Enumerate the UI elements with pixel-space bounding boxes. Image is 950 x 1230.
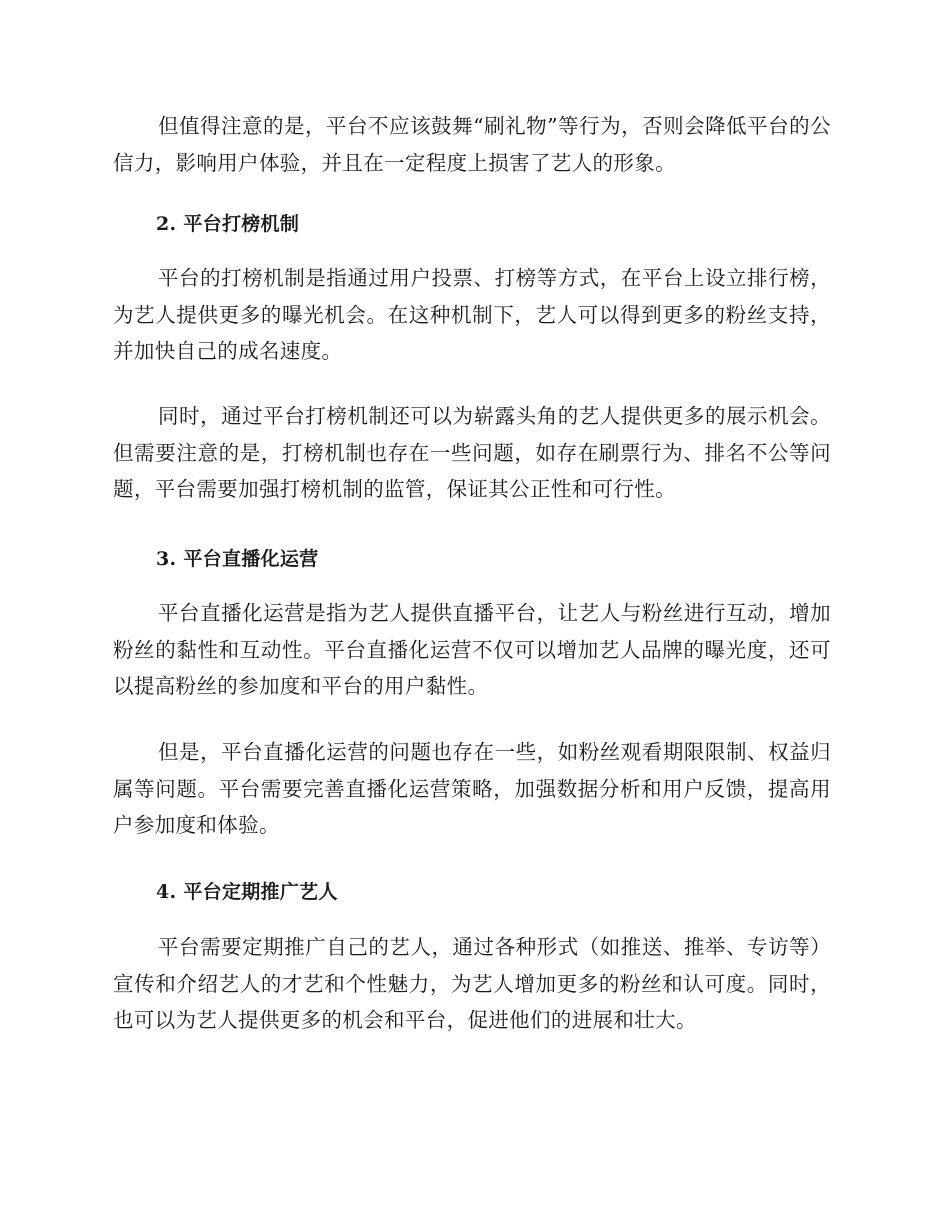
paragraph-livestream-definition: 平台直播化运营是指为艺人提供直播平台，让艺人与粉丝进行互动，增加粉丝的黏性和互动性。平台直播化运营不仅可以增加艺人品牌的曝光度，还可以提高粉丝的参加度和平台的用户黏性。 xyxy=(113,601,831,699)
section-heading-livestream: 3. 平台直播化运营 xyxy=(156,548,319,570)
paragraph-ranking-issues: 同时，通过平台打榜机制还可以为崭露头角的艺人提供更多的展示机会。但需要注意的是，打榜机制也存在一些问题，如存在刷票行为、排名不公等问题，平台需要加强打榜机制的监管，保证其公正性和可行性。 xyxy=(113,404,831,502)
paragraph-gift-caution: 但值得注意的是，平台不应该鼓舞“刷礼物”等行为，否则会降低平台的公信力，影响用户体验，并且在一定程度上损害了艺人的形象。 xyxy=(113,114,831,175)
paragraph-promotion-definition: 平台需要定期推广自己的艺人，通过各种形式（如推送、推举、专访等）宣传和介绍艺人的才艺和个性魅力，为艺人增加更多的粉丝和认可度。同时，也可以为艺人提供更多的机会和平台，促进他们的进展和壮大。 xyxy=(113,935,831,1033)
paragraph-livestream-issues: 但是，平台直播化运营的问题也存在一些，如粉丝观看期限限制、权益归属等问题。平台需要完善直播化运营策略，加强数据分析和用户反馈，提高用户参加度和体验。 xyxy=(113,740,831,838)
section-heading-ranking: 2. 平台打榜机制 xyxy=(156,213,300,235)
section-heading-promotion: 4. 平台定期推广艺人 xyxy=(156,881,338,903)
paragraph-ranking-definition: 平台的打榜机制是指通过用户投票、打榜等方式，在平台上设立排行榜，为艺人提供更多的曝光机会。在这种机制下，艺人可以得到更多的粉丝支持，并加快自己的成名速度。 xyxy=(113,266,831,364)
